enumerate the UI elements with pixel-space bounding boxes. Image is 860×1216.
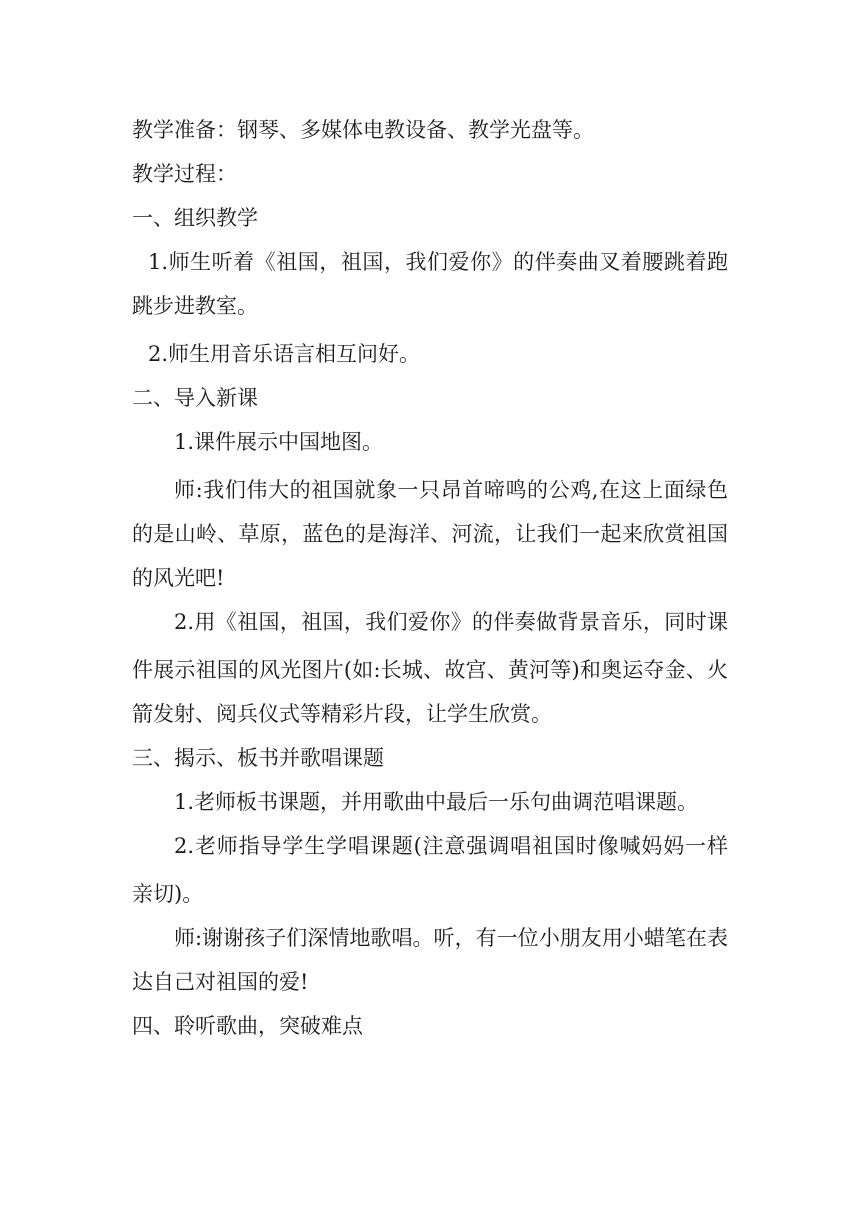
paragraph-2-teacher-line-3: 的风光吧!: [132, 566, 225, 590]
paragraph-3-teacher-line-2: 达自己对祖国的爱!: [132, 970, 309, 994]
paragraph-2-teacher-line-1: 师:我们伟大的祖国就象一只昂首啼鸣的公鸡,在这上面绿色: [174, 478, 728, 502]
paragraph-1-2: 2.师生用音乐语言相互问好。: [148, 342, 421, 366]
paragraph-3-2-line-1: 2.老师指导学生学唱课题(注意强调唱祖国时像喊妈妈一样: [174, 834, 728, 858]
section-heading-1: 一、组织教学: [132, 206, 258, 230]
paragraph-1-1-line-2: 跳步进教室。: [132, 294, 258, 318]
paragraph-3-teacher-line-1: 师:谢谢孩子们深情地歌唱。听，有一位小朋友用小蜡笔在表: [174, 926, 728, 950]
paragraph-1-1-line-1: 1.师生听着《祖国，祖国，我们爱你》的伴奏曲叉着腰跳着跑: [148, 250, 728, 274]
teaching-process-heading: 教学过程：: [132, 162, 237, 186]
section-heading-3: 三、揭示、板书并歌唱课题: [132, 746, 384, 770]
section-heading-2: 二、导入新课: [132, 386, 258, 410]
paragraph-2-2-line-3: 箭发射、阅兵仪式等精彩片段，让学生欣赏。: [132, 702, 552, 726]
section-heading-4: 四、聆听歌曲，突破难点: [132, 1014, 363, 1038]
paragraph-3-1: 1.老师板书课题，并用歌曲中最后一乐句曲调范唱课题。: [174, 790, 699, 814]
paragraph-2-2-line-1: 2.用《祖国，祖国，我们爱你》的伴奏做背景音乐，同时课: [174, 610, 728, 634]
paragraph-3-2-line-2: 亲切)。: [132, 882, 204, 906]
paragraph-2-1: 1.课件展示中国地图。: [174, 430, 384, 454]
paragraph-2-2-line-2: 件展示祖国的风光图片(如:长城、故宫、黄河等)和奥运夺金、火: [132, 658, 728, 682]
paragraph-2-teacher-line-2: 的是山岭、草原，蓝色的是海洋、河流，让我们一起来欣赏祖国: [132, 522, 728, 546]
teaching-preparation: 教学准备：钢琴、多媒体电教设备、教学光盘等。: [132, 118, 594, 142]
